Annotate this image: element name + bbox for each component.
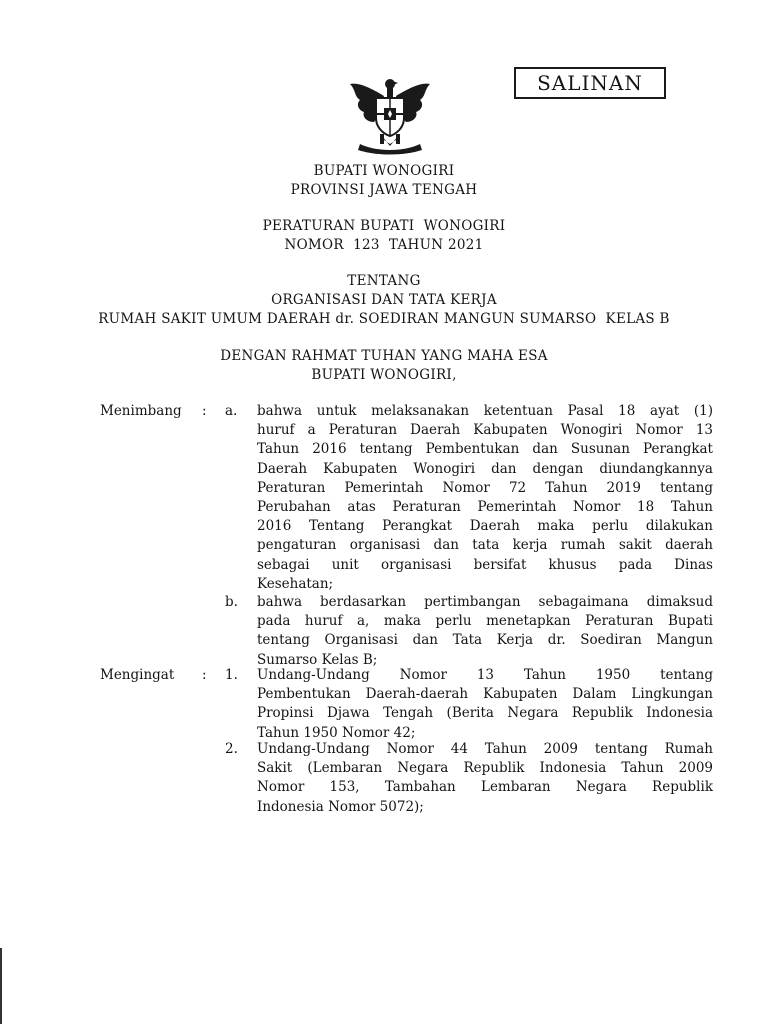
text-line: Sumarso Kelas B; bbox=[257, 651, 378, 668]
item-number: 2. bbox=[225, 741, 238, 757]
header-line-7: RUMAH SAKIT UMUM DAERAH dr. SOEDIRAN MANGUN SUMARSO KELAS B bbox=[98, 311, 670, 327]
text-line: Sakit (Lembaran Negara Republik Indonesia Tahun 2009 bbox=[257, 760, 713, 777]
menimbang-colon: : bbox=[202, 403, 207, 419]
header-line-3: PERATURAN BUPATI WONOGIRI bbox=[262, 218, 506, 234]
text-line: Propinsi Djawa Tengah (Berita Negara Republik Indonesia bbox=[257, 705, 713, 722]
header-line-6: ORGANISASI DAN TATA KERJA bbox=[271, 292, 497, 308]
menimbang-item-b bbox=[257, 593, 713, 670]
text-line: 2016 Tentang Perangkat Daerah maka perlu dilakukan bbox=[257, 518, 713, 535]
mengingat-item-2 bbox=[257, 740, 713, 817]
header-line-4: NOMOR 123 TAHUN 2021 bbox=[284, 237, 484, 253]
text-line: tentang Organisasi dan Tata Kerja dr. Soediran Mangun bbox=[257, 632, 713, 649]
item-number: 1. bbox=[225, 667, 238, 683]
text-line: bahwa untuk melaksanakan ketentuan Pasal 18 ayat (1) bbox=[257, 403, 713, 419]
mengingat-colon: : bbox=[202, 667, 207, 683]
item-number: b. bbox=[225, 594, 238, 610]
text-line: Undang-Undang Nomor 13 Tahun 1950 tentang bbox=[257, 667, 713, 683]
text-line: Peraturan Pemerintah Nomor 72 Tahun 2019 tentang bbox=[257, 479, 713, 496]
menimbang-item-a bbox=[257, 402, 713, 594]
mengingat-label: Mengingat bbox=[100, 667, 175, 683]
garuda-emblem-icon bbox=[346, 74, 434, 156]
header-line-9: BUPATI WONOGIRI, bbox=[311, 367, 457, 383]
menimbang-label: Menimbang bbox=[100, 403, 182, 419]
text-line: bahwa berdasarkan pertimbangan sebagaimana dimaksud bbox=[257, 594, 713, 610]
text-line: sebagai unit organisasi bersifat khusus pada Dinas bbox=[257, 556, 713, 573]
header-line-1: BUPATI WONOGIRI bbox=[313, 163, 455, 179]
text-line: Tahun 2016 tentang Pembentukan dan Susunan Perangkat bbox=[257, 441, 713, 458]
text-line: Kesehatan; bbox=[257, 575, 334, 592]
text-line: Daerah Kabupaten Wonogiri dan dengan diundangkannya bbox=[257, 460, 713, 477]
stamp-text: SALINAN bbox=[537, 71, 643, 95]
text-line: Undang-Undang Nomor 44 Tahun 2009 tentang Rumah bbox=[257, 741, 713, 757]
text-line: Indonesia Nomor 5072); bbox=[257, 798, 424, 815]
text-line: Tahun 1950 Nomor 42; bbox=[257, 724, 416, 741]
text-line: Pembentukan Daerah-daerah Kabupaten Dalam Lingkungan bbox=[257, 686, 713, 703]
mengingat-item-1 bbox=[257, 666, 713, 743]
salinan-stamp bbox=[514, 67, 666, 99]
text-line: pada huruf a, maka perlu menetapkan Peraturan Bupati bbox=[257, 613, 713, 630]
text-line: pengaturan organisasi dan tata kerja rumah sakit daerah bbox=[257, 537, 713, 554]
text-line: huruf a Peraturan Daerah Kabupaten Wonogiri Nomor 13 bbox=[257, 422, 713, 439]
header-line-8: DENGAN RAHMAT TUHAN YANG MAHA ESA bbox=[220, 348, 548, 364]
scan-edge-line bbox=[0, 948, 2, 1024]
header-line-5: TENTANG bbox=[347, 273, 421, 289]
header-line-2: PROVINSI JAWA TENGAH bbox=[290, 182, 478, 198]
text-line: Nomor 153, Tambahan Lembaran Negara Republik bbox=[257, 779, 713, 796]
text-line: Perubahan atas Peraturan Pemerintah Nomor 18 Tahun bbox=[257, 498, 713, 515]
item-number: a. bbox=[225, 403, 238, 419]
